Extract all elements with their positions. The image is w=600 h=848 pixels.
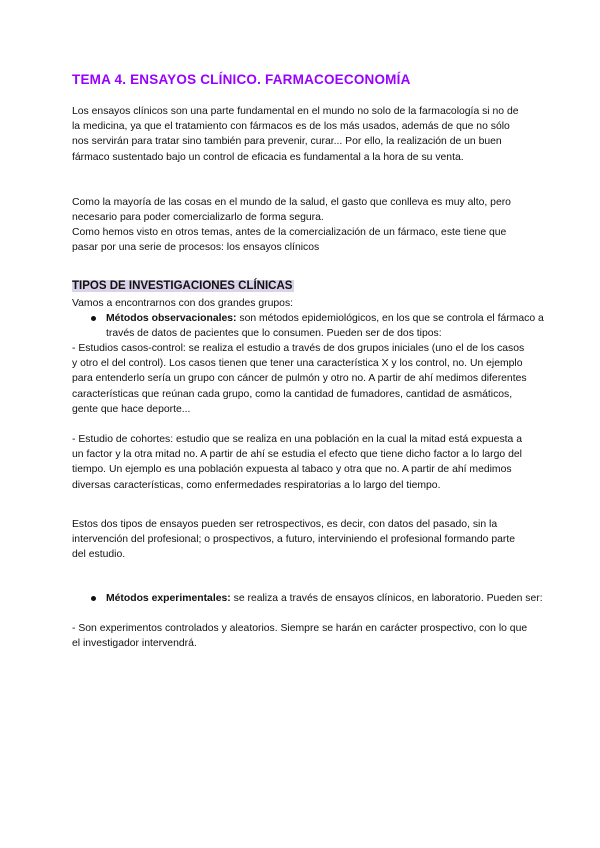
groups-intro: Vamos a encontrarnos con dos grandes grupos: [72, 298, 294, 309]
observational-text: son métodos epidemiológicos, en los que se controla el fármaco a través de datos de pacientes que lo consumen. Pueden ser de dos tipos: [106, 313, 544, 340]
bullet-observational [88, 311, 546, 341]
page-title: TEMA 4. ENSAYOS CLÍNICO. FARMACOECONOMÍA [72, 72, 411, 87]
controlled-paragraph: - Son experimentos controlados y aleatorios. Siempre se harán en carácter prospectivo, con lo que el investigador intervendrá. [72, 623, 528, 650]
bullet-dot-icon [91, 316, 96, 321]
process-paragraph: Como hemos visto en otros temas, antes de la comercialización de un fármaco, este tiene que pasar por una serie de procesos: los ensayos clínicos [72, 227, 507, 254]
experimental-label: Métodos experimentales: [106, 593, 231, 604]
cost-paragraph: Como la mayoría de las cosas en el mundo de la salud, el gasto que conlleva es muy alto, pero necesario para poder comercializarlo de forma segura. [72, 197, 511, 224]
bullet-experimental [88, 591, 546, 606]
case-control-paragraph: - Estudios casos-control: se realiza el estudio a través de dos grupos iniciales (uno el de los casos y otro el del control). Los casos tienen que tener una característica X y los control, no. Un ejemplo para entenderlo sería un grupo con cáncer de pulmón y otro no. A partir de ahí medimos diferentes características que reúnan cada grupo, como la cantidad de fumadores, cantidad de asmáticos, gente que hace deporte... [72, 343, 527, 415]
observational-label: Métodos observacionales: [106, 313, 237, 324]
retro-prosp-paragraph: Estos dos tipos de ensayos pueden ser retrospectivos, es decir, con datos del pasado, sin la intervención del profesional; o prospectivos, a futuro, interviniendo el profesional formando parte del estudio. [72, 519, 516, 561]
cohort-paragraph: - Estudio de cohortes: estudio que se realiza en una población en la cual la mitad está expuesta a un factor y la otra mitad no. A partir de ahí se estudia el efecto que tiene dicho factor a lo largo del tiempo. Un ejemplo es una población expuesta al tabaco y otra que no. A partir de ahí medimos diversas características, como enfermedades respiratorias a lo largo del tiempo. [72, 434, 522, 491]
intro-paragraph: Los ensayos clínicos son una parte fundamental en el mundo no solo de la farmacología si no de la medicina, ya que el tratamiento con fármacos es de los más usados, además de que no sólo nos servirán para tratar sino también para prevenir, curar... Por ello, la realización de un buen fármaco sustentado bajo un control de eficacia es fundamental a la hora de su venta. [72, 106, 519, 163]
section-heading: TIPOS DE INVESTIGACIONES CLÍNICAS [72, 280, 293, 292]
experimental-text: se realiza a través de ensayos clínicos, en laboratorio. Pueden ser: [230, 593, 543, 604]
bullet-dot-icon [91, 596, 96, 601]
